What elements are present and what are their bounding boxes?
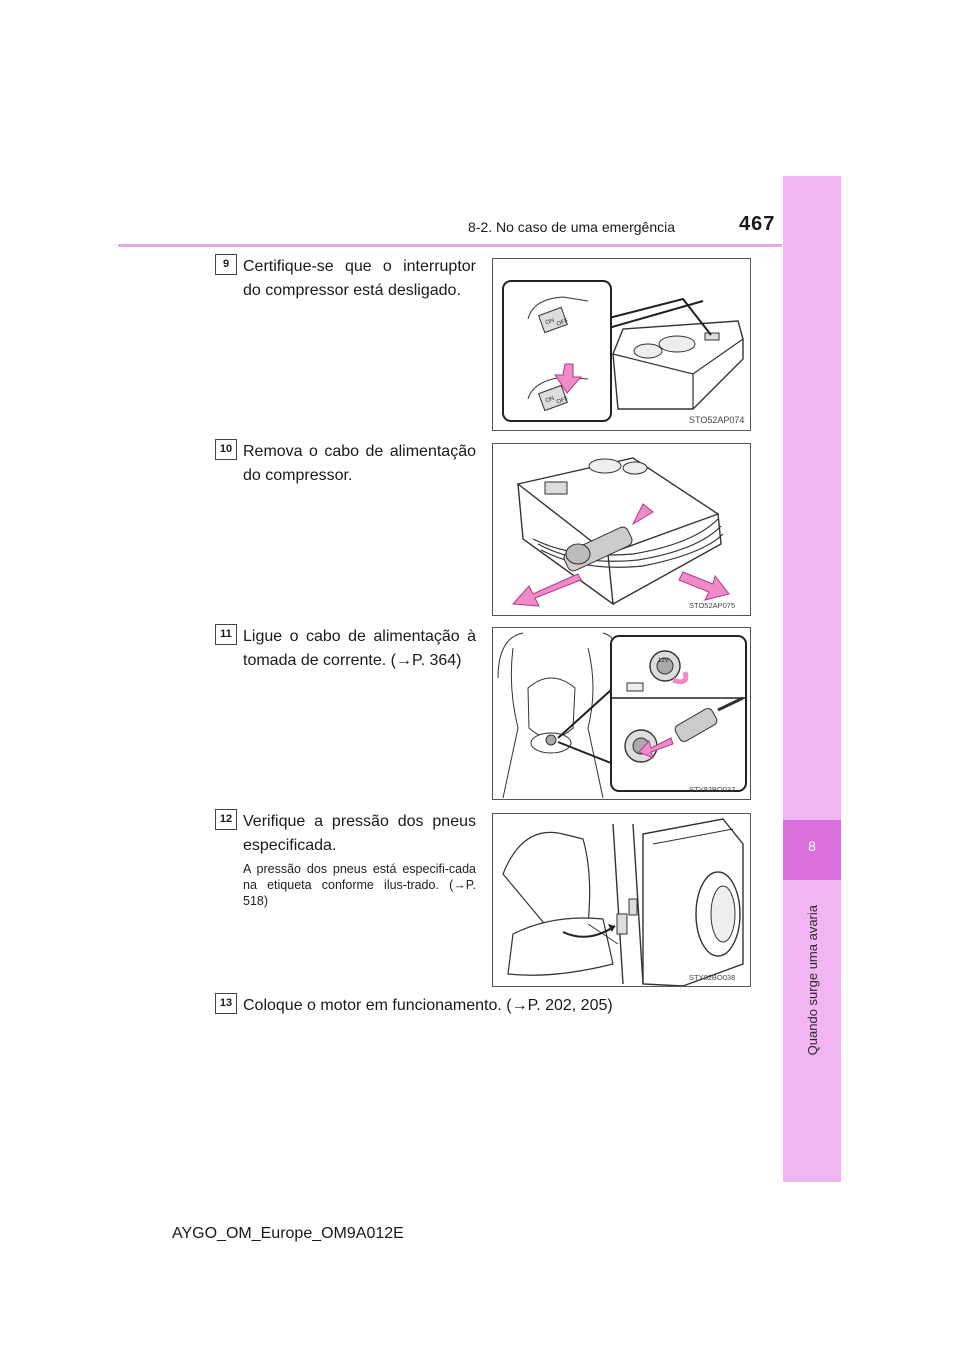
step-13-text: Coloque o motor em funcionamento. (→P. 202, 205) (243, 997, 613, 1014)
figure-power-cable (492, 443, 751, 616)
chapter-number: 8 (808, 838, 816, 854)
switch-on-label-top: ON (544, 317, 556, 327)
step-12-badge: 12 (215, 809, 237, 830)
socket-12v-label: 12V (658, 658, 669, 664)
document-id: AYGO_OM_Europe_OM9A012E (172, 1225, 404, 1242)
chapter-label (782, 900, 842, 1060)
tire-label-illustration (493, 814, 750, 986)
step-10-badge: 10 (215, 439, 237, 460)
figure-code: STY82BO038 (689, 973, 736, 982)
figure-compressor-switch (492, 258, 751, 431)
pull-arrow-left-icon (513, 574, 581, 606)
step-11-text: Ligue o cabo de alimentação à tomada de corrente. (→P. 364) (243, 628, 476, 669)
pull-arrow-right-icon (679, 572, 729, 600)
step-9-badge: 9 (215, 254, 237, 275)
switch-off-label-bottom: OFF (555, 396, 570, 406)
page-number: 467 (739, 213, 776, 235)
switch-off-label-top: OFF (555, 318, 570, 328)
power-cable-illustration (493, 444, 750, 615)
figure-code: STO52AP074 (689, 415, 745, 425)
switch-on-label-bottom: ON (544, 395, 556, 405)
figure-power-socket (492, 627, 751, 800)
step-13-badge: 13 (215, 993, 237, 1014)
step-11-badge: 11 (215, 624, 237, 645)
header-divider (118, 244, 782, 247)
label-pointer-arrow-icon (608, 924, 615, 932)
section-title: 8-2. No caso de uma emergência (468, 219, 675, 235)
step-12-note: A pressão dos pneus está especifi-cada na etiqueta conforme ilus-trado. (→P. 518) (243, 862, 476, 908)
step-12-text: Verifique a pressão dos pneus especificada. (243, 813, 476, 854)
compressor-switch-illustration (493, 259, 750, 430)
step-9-text: Certifique-se que o interruptor do compressor está desligado. (243, 258, 476, 299)
figure-code: STO52AP075 (689, 601, 736, 610)
power-socket-illustration (493, 628, 750, 799)
chapter-label-text: Quando surge uma avaria (804, 904, 820, 1056)
figure-code: STY82BO037 (689, 785, 736, 794)
figure-tire-pressure-label (492, 813, 751, 987)
step-10-text: Remova o cabo de alimentação do compressor. (243, 443, 476, 484)
